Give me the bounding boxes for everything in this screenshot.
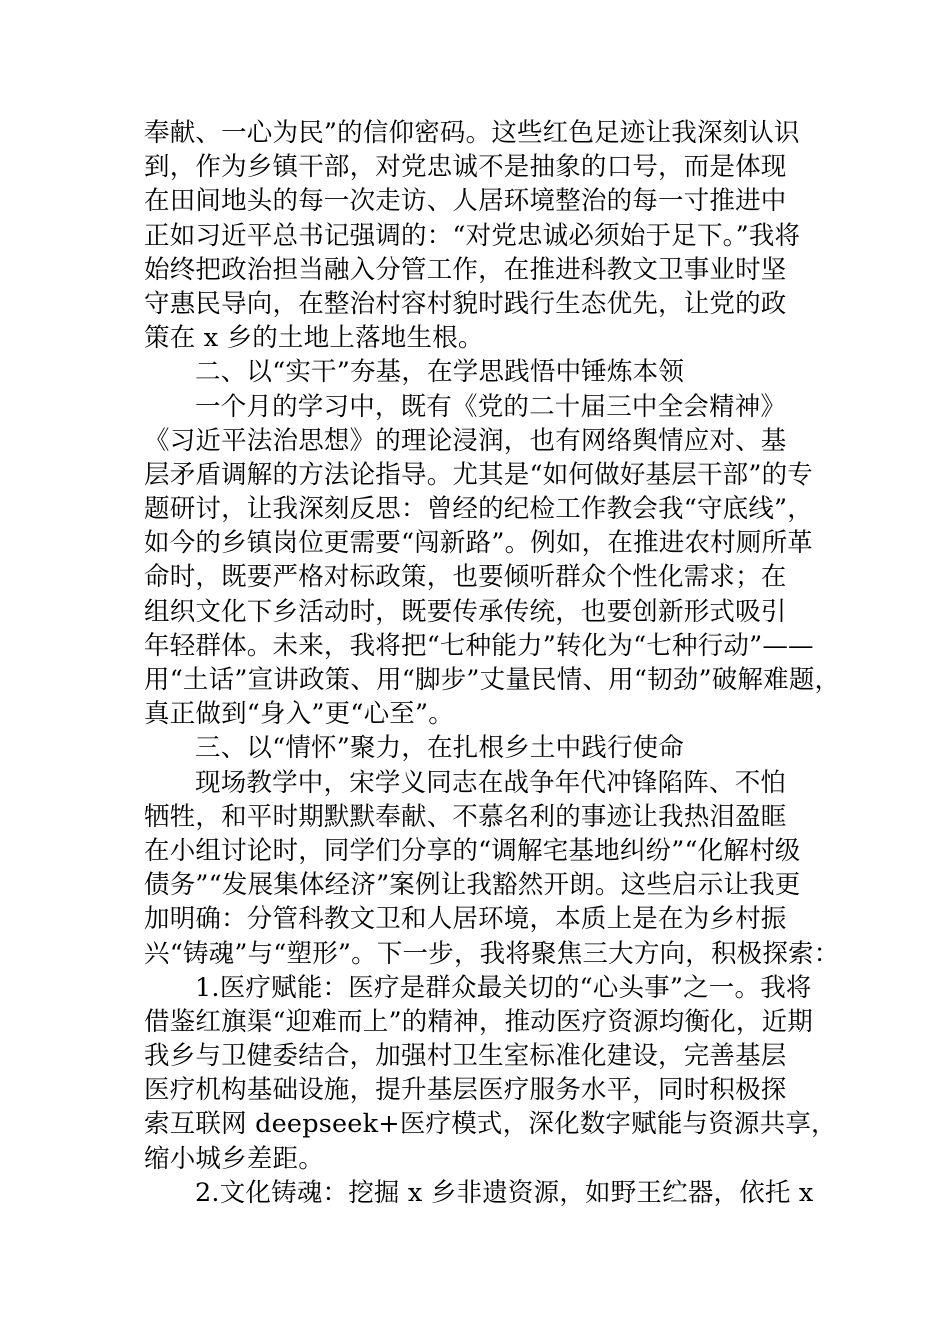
text-line: 始终把政治担当融入分管工作，在推进科教文卫事业时坚: [144, 254, 787, 285]
text-line: 守惠民导向，在整治村容村貌时践行生态优先，让党的政: [144, 288, 787, 319]
text-line: 题研讨，让我深刻反思：曾经的纪检工作教会我“守底线”，: [144, 494, 813, 525]
section-heading-2: 二、以“实干”夯基，在学思践悟中锤炼本领: [195, 357, 685, 388]
text-line: 加明确：分管科教文卫和人居环境，本质上是在为乡村振: [144, 904, 787, 935]
text-line: 我乡与卫健委结合，加强村卫生室标准化建设，完善基层: [144, 1041, 787, 1072]
list-item-2: 2.文化铸魂：挖掘 x 乡非遗资源，如野王纻器，依托 x: [195, 1177, 814, 1208]
text-line: 真正做到“身入”更“心至”。: [144, 699, 454, 730]
text-line: 命时，既要严格对标政策，也要倾听群众个性化需求；在: [144, 562, 787, 593]
text-line: 在小组讨论时，同学们分享的“调解宅基地纠纷”“化解村级: [144, 835, 801, 866]
text-line: 层矛盾调解的方法论指导。尤其是“如何做好基层干部”的专: [144, 459, 813, 490]
document-body: [144, 116, 841, 1210]
text-line: 在田间地头的每一次走访、人居环境整治的每一寸推进中: [144, 186, 787, 217]
text-line: 缩小城乡差距。: [144, 1143, 324, 1174]
text-line: 索互联网 deepseek+医疗模式，深化数字赋能与资源共享，: [144, 1109, 837, 1140]
section-heading-3: 三、以“情怀”聚力，在扎根乡土中践行使命: [195, 733, 685, 764]
text-line: 借鉴红旗渠“迎难而上”的精神，推动医疗资源均衡化，近期: [144, 1006, 813, 1037]
text-line: 正如习近平总书记强调的：“对党忠诚必须始于足下。”我将: [144, 220, 801, 251]
text-line: 用“土话”宣讲政策、用“脚步”丈量民情、用“韧劲”破解难题，: [144, 665, 841, 695]
text-line: 到，作为乡镇干部，对党忠诚不是抽象的口号，而是体现: [144, 152, 787, 183]
text-line: 债务”“发展集体经济”案例让我豁然开朗。这些启示让我更: [144, 870, 801, 901]
text-line: 策在 x 乡的土地上落地生根。: [144, 323, 484, 354]
text-line: 兴“铸魂”与“塑形”。下一步，我将聚焦三大方向，积极探索：: [144, 938, 840, 969]
text-line: 如今的乡镇岗位更需要“闯新路”。例如，在推进农村厕所革: [144, 528, 813, 559]
text-line: 《习近平法治思想》的理论浸润，也有网络舆情应对、基: [144, 425, 787, 456]
text-line: 奉献、一心为民”的信仰密码。这些红色足迹让我深刻认识: [144, 118, 800, 148]
text-line: 组织文化下乡活动时，既要传承传统，也要创新形式吸引: [144, 596, 787, 627]
text-line: 年轻群体。未来，我将把“七种能力”转化为“七种行动”——: [144, 630, 814, 661]
list-item-1: 1.医疗赋能：医疗是群众最关切的“心头事”之一。我将: [195, 972, 812, 1003]
text-line: 一个月的学习中，既有《党的二十届三中全会精神》: [195, 391, 787, 422]
text-line: 医疗机构基础设施，提升基层医疗服务水平，同时积极探: [144, 1075, 787, 1106]
text-line: 现场教学中，宋学义同志在战争年代冲锋陷阵、不怕: [195, 767, 787, 798]
text-line: 牺牲，和平时期默默奉献、不慕名利的事迹让我热泪盈眶: [144, 801, 787, 832]
